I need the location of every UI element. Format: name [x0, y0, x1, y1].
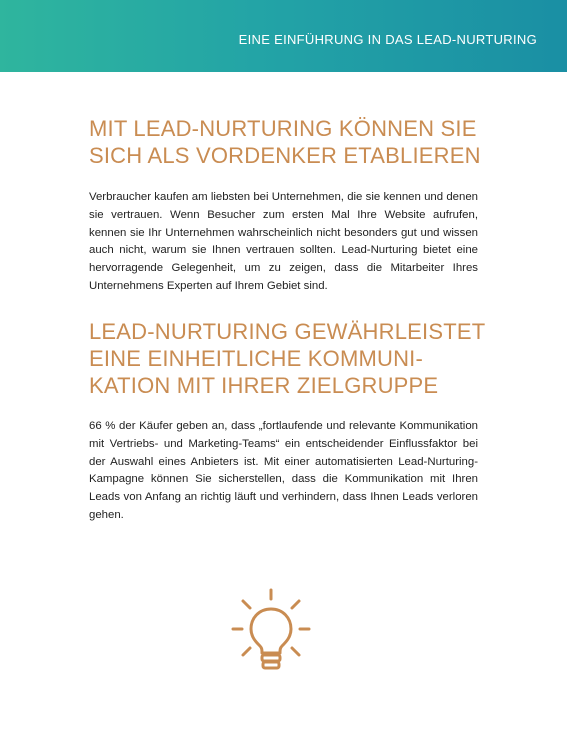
section-body-communication: 66 % der Käufer geben an, dass „fortlaufende und relevante Kommunikation mit Vertriebs- und Marketing-Teams“ ein entscheidender Einflussfaktor bei der Auswahl eines Anbieters ist. Mit einer automatisierten Lead-Nurturing-Kampagne können Sie sicherstellen, dass die Kommunikation mit Ihren Leads von Anfang an richtig läuft und verhindern, dass Ihnen Leads verloren gehen.	[89, 420, 478, 521]
lightbulb-icon	[229, 587, 313, 673]
section-heading-thought-leader: MIT LEAD-NURTURING KÖNNEN SIE SICH ALS VORDENKER ETABLIEREN	[89, 116, 481, 168]
page-header-banner	[0, 0, 567, 72]
section-body-thought-leader: Verbraucher kaufen am liebsten bei Unternehmen, die sie kennen und denen sie vertrauen. Wenn Besucher zum ersten Mal Ihre Website aufrufen, kennen sie Ihr Unternehmen wahrscheinlich nicht besonders gut und wissen auch nicht, warum sie Ihnen vertrauen sollten. Lead-Nurturing bietet eine hervorragende Gelegenheit, um zu zeigen, dass die Mitarbeiter Ihres Unternehmens Experten auf Ihrem Gebiet sind.	[89, 191, 478, 292]
section-heading-communication: LEAD-NURTURING GEWÄHRLEISTET EINE EINHEITLICHE KOMMUNI- KATION MIT IHRER ZIELGRUPPE	[89, 319, 486, 398]
header-title: EINE EINFÜHRUNG IN DAS LEAD-NURTURING	[238, 32, 537, 47]
